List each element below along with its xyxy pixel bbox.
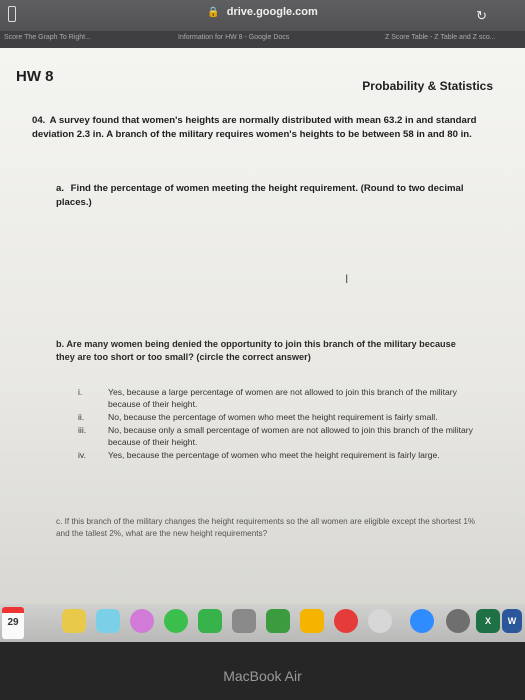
lock-icon: 🔒 <box>207 7 220 18</box>
answer-option[interactable] <box>78 424 478 448</box>
excel-icon[interactable]: X <box>476 609 500 633</box>
subject-title: Probability & Statistics <box>362 79 493 93</box>
system-preferences-icon[interactable] <box>446 609 470 633</box>
reload-icon[interactable]: ↻ <box>476 8 487 23</box>
reminders-icon[interactable] <box>96 609 120 633</box>
part-c <box>56 516 476 540</box>
document-page <box>0 48 525 604</box>
part-b-letter: b. <box>56 339 65 349</box>
music-icon[interactable] <box>368 609 392 633</box>
answer-options <box>78 386 478 462</box>
question-number: 04. <box>32 115 46 126</box>
option-text: Yes, because the percentage of women who meet the height requirement is fairly large. <box>108 450 440 460</box>
option-text: Yes, because a large percentage of women are not allowed to join this branch of the military because of their height. <box>108 387 457 409</box>
option-number: iv. <box>78 450 86 460</box>
tab-z-score-table[interactable]: Z Score Table - Z Table and Z sco... <box>385 34 496 41</box>
laptop-brand-label: MacBook Air <box>223 668 302 684</box>
option-number: ii. <box>78 412 85 422</box>
option-text: No, because only a small percentage of women are not allowed to join this branch of the military because of their height. <box>108 425 473 447</box>
part-a-text: Find the percentage of women meeting the height requirement. (Round to two decimal places.) <box>56 183 464 208</box>
keynote-icon[interactable] <box>300 609 324 633</box>
part-b <box>56 338 476 364</box>
page-title: HW 8 <box>16 68 54 85</box>
app-store-icon[interactable] <box>410 609 434 633</box>
option-number: i. <box>78 387 83 397</box>
facetime-icon[interactable] <box>198 609 222 633</box>
answer-option[interactable] <box>78 411 478 423</box>
calendar-icon[interactable]: 29 <box>2 607 24 639</box>
word-icon[interactable]: W <box>502 609 522 633</box>
question-4 <box>32 114 487 142</box>
question-text: A survey found that women's heights are normally distributed with mean 63.2 in and standard deviation 2.3 in. A branch of the military requires women's heights to be between 58 in and 80 in. <box>32 115 477 140</box>
answer-option[interactable] <box>78 449 478 461</box>
tab-google-docs[interactable]: Information for HW 8 - Google Docs <box>178 34 290 41</box>
news-icon[interactable] <box>334 609 358 633</box>
address-bar[interactable] <box>0 6 525 18</box>
notes-icon[interactable] <box>62 609 86 633</box>
preview-icon[interactable] <box>232 609 256 633</box>
dock <box>0 604 525 642</box>
numbers-icon[interactable] <box>266 609 290 633</box>
part-a-letter: a. <box>56 183 65 194</box>
option-number: iii. <box>78 425 87 435</box>
part-c-letter: c. <box>56 517 63 526</box>
part-c-text: If this branch of the military changes the height requirements so the all women are eligible except the shortest 1% and the tallest 2%, what are the new height requirements? <box>56 517 476 538</box>
messages-icon[interactable] <box>164 609 188 633</box>
part-b-text: Are many women being denied the opportunity to join this branch of the military because they are too short or too small? (circle the correct answer) <box>56 339 456 362</box>
tab-bar <box>0 31 525 48</box>
tab-graph[interactable]: Score The Graph To Right... <box>4 34 91 41</box>
answer-option[interactable] <box>78 386 478 410</box>
photos-icon[interactable] <box>130 609 154 633</box>
browser-toolbar <box>0 0 525 48</box>
url-text: drive.google.com <box>226 6 318 18</box>
text-cursor-icon: I <box>345 272 349 286</box>
part-a <box>56 182 476 210</box>
option-text: No, because the percentage of women who meet the height requirement is fairly small. <box>108 412 438 422</box>
